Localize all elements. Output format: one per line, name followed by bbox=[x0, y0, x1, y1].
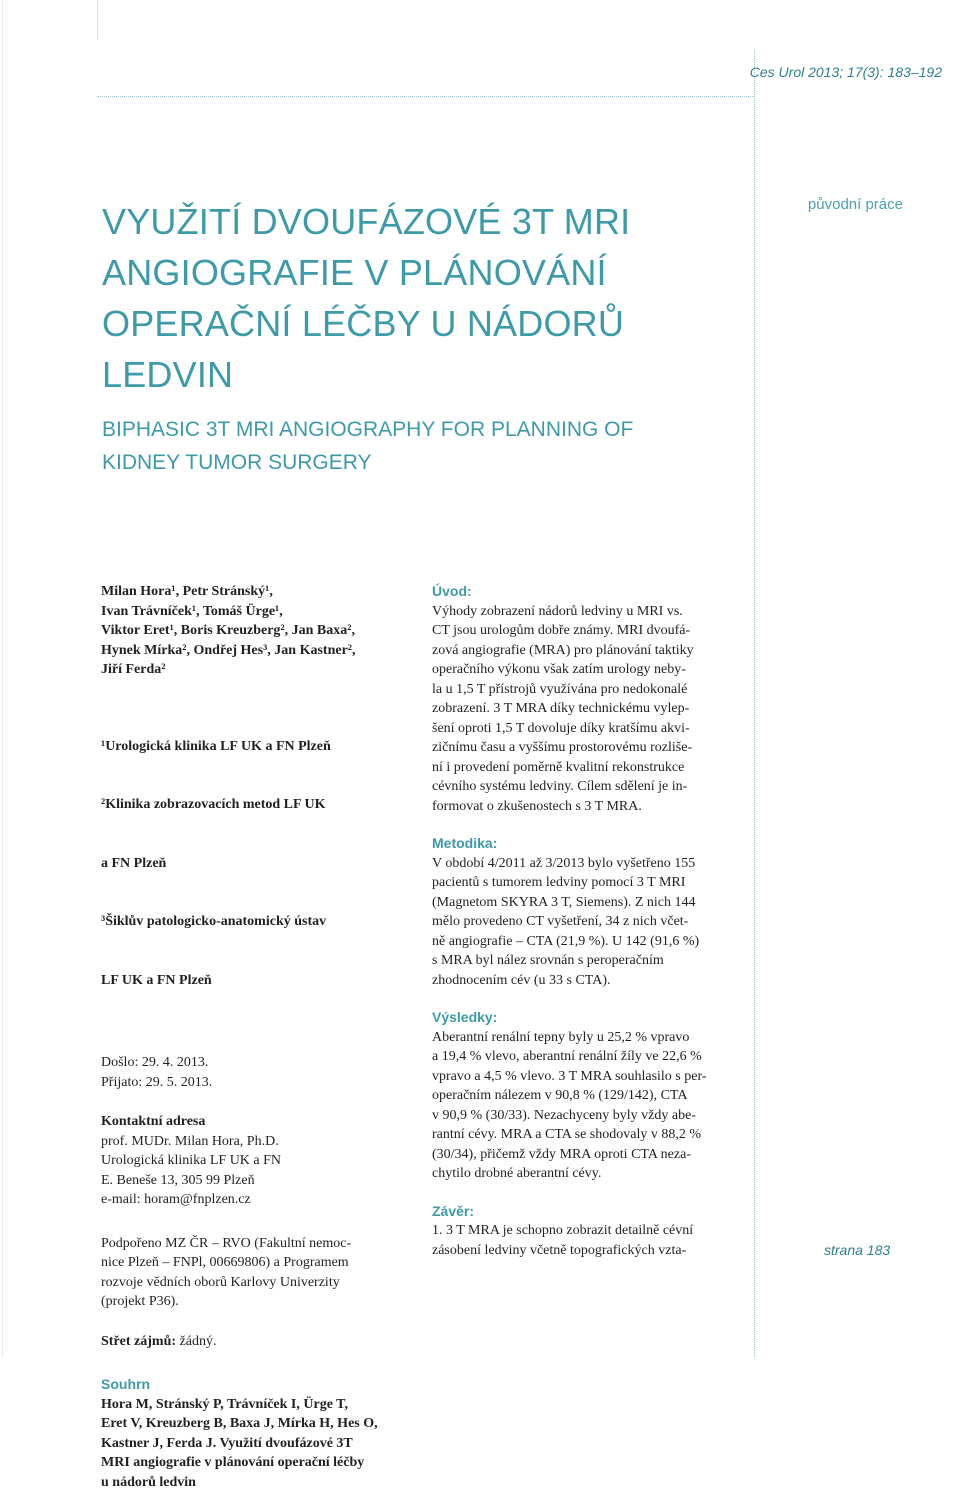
title-line: OPERAČNÍ LÉČBY U NÁDORŮ bbox=[102, 298, 722, 349]
affiliation-line: a FN Plzeň bbox=[101, 854, 401, 874]
section-line: formovat o zkušenostech s 3 T MRA. bbox=[432, 797, 732, 817]
section-line: cévního systému ledviny. Cílem sdělení je in- bbox=[432, 777, 732, 797]
summary-line: MRI angiografie v plánování operační léčby bbox=[101, 1453, 401, 1473]
section-line: la u 1,5 T přístrojů využívána pro nedokonalé bbox=[432, 680, 732, 700]
section-heading: Závěr: bbox=[432, 1202, 732, 1222]
conflict-of-interest bbox=[101, 1332, 401, 1352]
section-line: vpravo a 4,5 % vlevo. 3 T MRA souhlasilo s per- bbox=[432, 1067, 732, 1087]
section-line: v 90,9 % (30/33). Nezachyceny byly vždy abe- bbox=[432, 1106, 732, 1126]
section-intro bbox=[432, 582, 732, 816]
funding-line: (projekt P36). bbox=[101, 1292, 401, 1312]
summary-line: Kastner J, Ferda J. Využití dvoufázové 3T bbox=[101, 1434, 401, 1454]
funding-line: nice Plzeň – FNPl, 00669806) a Programem bbox=[101, 1253, 401, 1273]
section-conclusion bbox=[432, 1202, 732, 1261]
dates bbox=[101, 1053, 401, 1092]
section-line: CT jsou urologům dobře známy. MRI dvoufá- bbox=[432, 621, 732, 641]
author-line: Milan Hora¹, Petr Stránský¹, bbox=[101, 582, 401, 602]
authors bbox=[101, 582, 401, 680]
subtitle-line: KIDNEY TUMOR SURGERY bbox=[102, 446, 722, 479]
author-line: Jiří Ferda² bbox=[101, 660, 401, 680]
funding-line: rozvoje vědních oborů Karlovy Univerzity bbox=[101, 1273, 401, 1293]
received-date: Došlo: 29. 4. 2013. bbox=[101, 1053, 401, 1073]
affiliation-line: LF UK a FN Plzeň bbox=[101, 971, 401, 991]
left-margin-rule bbox=[2, 0, 3, 1357]
author-line: Viktor Eret¹, Boris Kreuzberg², Jan Baxa², bbox=[101, 621, 401, 641]
accepted-date: Přijato: 29. 5. 2013. bbox=[101, 1073, 401, 1093]
contact-line: prof. MUDr. Milan Hora, Ph.D. bbox=[101, 1132, 401, 1152]
section-line: (30/34), přičemž vždy MRA oproti CTA neza- bbox=[432, 1145, 732, 1165]
title-line: VYUŽITÍ DVOUFÁZOVÉ 3T MRI bbox=[102, 196, 722, 247]
section-heading: Úvod: bbox=[432, 582, 732, 602]
section-line: zičnímu času a vyššímu prostorovému rozliše- bbox=[432, 738, 732, 758]
section-line: 1. 3 T MRA je schopno zobrazit detailně cévní bbox=[432, 1221, 732, 1241]
contact-address bbox=[101, 1112, 401, 1210]
contact-line: E. Beneše 13, 305 99 Plzeň bbox=[101, 1171, 401, 1191]
article-subtitle bbox=[102, 413, 722, 479]
article-title bbox=[102, 196, 722, 400]
section-line: Aberantní renální tepny byly u 25,2 % vpravo bbox=[432, 1028, 732, 1048]
author-line: Ivan Trávníček¹, Tomáš Ürge¹, bbox=[101, 602, 401, 622]
summary-line: u nádorů ledvin bbox=[101, 1473, 401, 1492]
summary-heading: Souhrn bbox=[101, 1375, 401, 1395]
article-category: původní práce bbox=[808, 196, 903, 213]
section-line: s MRA byl nález srovnán s peroperačním bbox=[432, 951, 732, 971]
funding-line: Podpořeno MZ ČR – RVO (Fakultní nemoc- bbox=[101, 1234, 401, 1254]
title-line: LEDVIN bbox=[102, 349, 722, 400]
summary-line: Eret V, Kreuzberg B, Baxa J, Mírka H, Hes O, bbox=[101, 1414, 401, 1434]
section-results bbox=[432, 1008, 732, 1184]
summary-line: Hora M, Stránský P, Trávníček I, Ürge T, bbox=[101, 1395, 401, 1415]
affiliations bbox=[101, 698, 401, 1030]
section-line: ně angiografie – CTA (21,9 %). U 142 (91,6 %) bbox=[432, 932, 732, 952]
affiliation-line: ²Klinika zobrazovacích metod LF UK bbox=[101, 795, 401, 815]
section-line: zhodnocením cév (u 33 s CTA). bbox=[432, 971, 732, 991]
contact-heading: Kontaktní adresa bbox=[101, 1112, 401, 1132]
section-heading: Výsledky: bbox=[432, 1008, 732, 1028]
section-line: ní i provedení poměrně kvalitní rekonstrukce bbox=[432, 758, 732, 778]
section-line: rantní cévy. MRA a CTA se shodovaly v 88,2 % bbox=[432, 1125, 732, 1145]
section-line: (Magnetom SKYRA 3 T, Siemens). Z nich 144 bbox=[432, 893, 732, 913]
right-column bbox=[432, 582, 732, 1260]
section-line: zobrazení. 3 T MRA díky technickému vylep- bbox=[432, 699, 732, 719]
conflict-value: žádný. bbox=[180, 1334, 217, 1349]
section-heading: Metodika: bbox=[432, 834, 732, 854]
journal-reference: Ces Urol 2013; 17(3): 183–192 bbox=[750, 64, 942, 80]
affiliation-line: ³Šiklův patologicko-anatomický ústav bbox=[101, 912, 401, 932]
section-line: zová angiografie (MRA) pro plánování taktiky bbox=[432, 641, 732, 661]
section-line: pacientů s tumorem ledviny pomocí 3 T MRI bbox=[432, 873, 732, 893]
section-line: operačního výkonu však zatím urology neby- bbox=[432, 660, 732, 680]
contact-line: Urologická klinika LF UK a FN bbox=[101, 1151, 401, 1171]
section-methods bbox=[432, 834, 732, 990]
title-line: ANGIOGRAFIE V PLÁNOVÁNÍ bbox=[102, 247, 722, 298]
funding-note bbox=[101, 1234, 401, 1312]
section-line: operačním nálezem v 90,8 % (129/142), CTA bbox=[432, 1086, 732, 1106]
section-line: šení oproti 1,5 T dovoluje díky kratšímu akvi- bbox=[432, 719, 732, 739]
section-line: V období 4/2011 až 3/2013 bylo vyšetřeno 155 bbox=[432, 854, 732, 874]
subtitle-line: BIPHASIC 3T MRI ANGIOGRAPHY FOR PLANNING OF bbox=[102, 413, 722, 446]
left-column bbox=[101, 582, 401, 1492]
section-line: mělo provedeno CT vyšetření, 34 z nich včet- bbox=[432, 912, 732, 932]
section-line: zásobení ledviny včetně topografických vzta- bbox=[432, 1241, 732, 1261]
affiliation-line: ¹Urologická klinika LF UK a FN Plzeň bbox=[101, 737, 401, 757]
top-rule bbox=[97, 0, 98, 40]
conflict-label: Střet zájmů: bbox=[101, 1334, 176, 1349]
summary bbox=[101, 1375, 401, 1492]
section-line: chytilo drobné aberantní cévy. bbox=[432, 1164, 732, 1184]
header-divider bbox=[97, 96, 755, 97]
page-number: strana 183 bbox=[824, 1242, 890, 1258]
right-margin-rule bbox=[754, 50, 755, 1357]
contact-email: e-mail: horam@fnplzen.cz bbox=[101, 1190, 401, 1210]
section-line: Výhody zobrazení nádorů ledviny u MRI vs. bbox=[432, 602, 732, 622]
section-line: a 19,4 % vlevo, aberantní renální žíly ve 22,6 % bbox=[432, 1047, 732, 1067]
author-line: Hynek Mírka², Ondřej Hes³, Jan Kastner², bbox=[101, 641, 401, 661]
